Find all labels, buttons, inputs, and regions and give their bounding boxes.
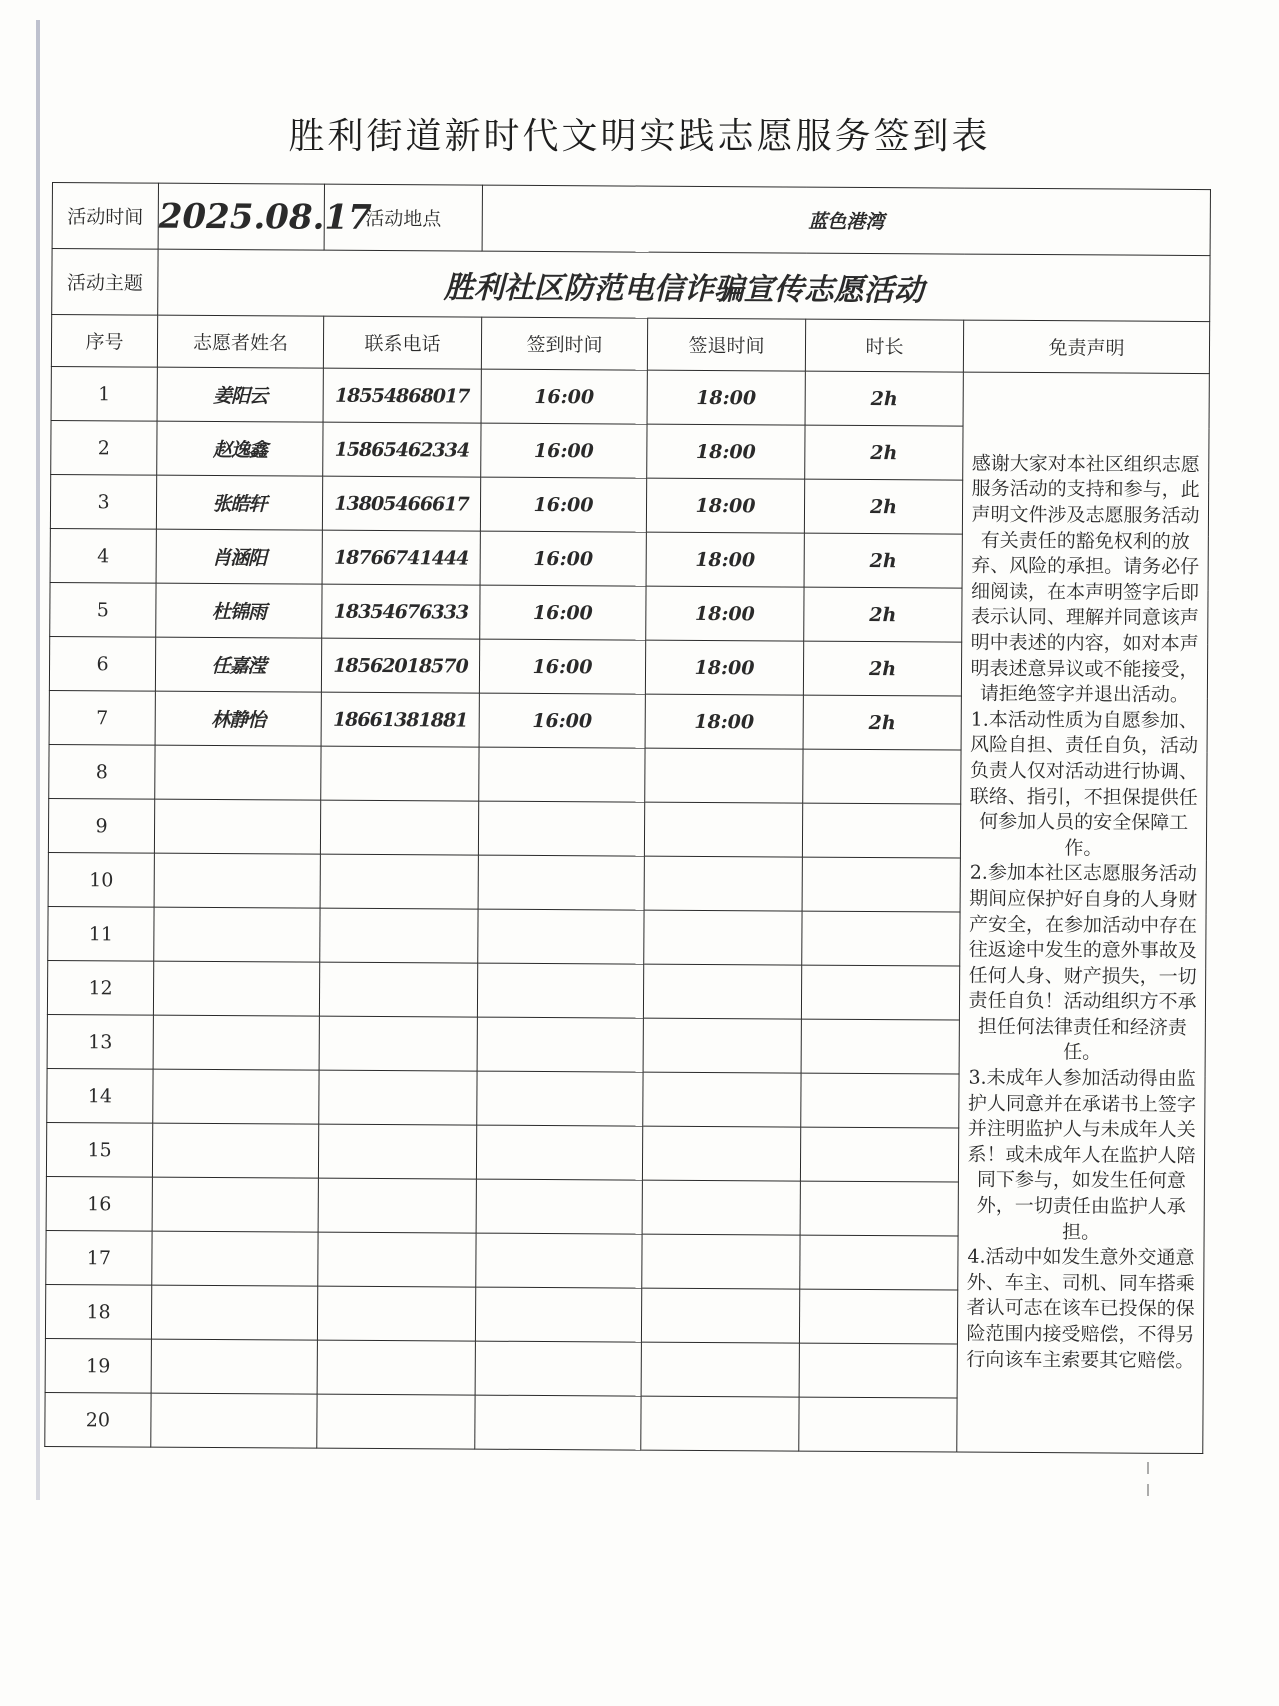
- row-duration[interactable]: [802, 911, 960, 966]
- row-phone[interactable]: 18661381881: [321, 692, 479, 747]
- row-duration[interactable]: [800, 1235, 958, 1290]
- row-name[interactable]: [154, 853, 320, 908]
- row-sign-out[interactable]: [644, 910, 802, 965]
- row-sign-in[interactable]: [476, 1179, 642, 1234]
- row-sign-out[interactable]: [643, 1018, 801, 1073]
- sign-in-sheet: [44, 182, 1210, 1454]
- row-sign-out[interactable]: [645, 748, 803, 803]
- row-seq: 20: [45, 1392, 151, 1447]
- row-duration[interactable]: [801, 1019, 959, 1074]
- row-name[interactable]: [152, 1177, 318, 1232]
- disclaimer-item-2: 2.参加本社区志愿服务活动期间应保护好自身的人身财产安全，在参加活动中存在往返途中发生的意外事故及任何人身、财产损失，一切责任自负！活动组织方不承担任何法律责任和经济责任。: [968, 861, 1198, 1064]
- form-table: [44, 182, 1211, 1454]
- row-name[interactable]: [151, 1393, 317, 1448]
- row-sign-out[interactable]: [641, 1288, 799, 1343]
- row-duration[interactable]: 2h: [805, 371, 963, 426]
- header-duration: 时长: [805, 319, 963, 372]
- row-seq: 10: [48, 852, 154, 907]
- row-phone[interactable]: [320, 854, 478, 909]
- row-name[interactable]: [152, 1231, 318, 1286]
- header-disclaimer: 免责声明: [963, 320, 1209, 374]
- header-sign-in: 签到时间: [481, 317, 647, 370]
- row-sign-out[interactable]: [641, 1396, 799, 1451]
- row-phone[interactable]: [321, 746, 479, 801]
- row-sign-in[interactable]: [478, 801, 644, 856]
- row-sign-in[interactable]: [475, 1287, 641, 1342]
- row-seq: 7: [49, 690, 155, 745]
- row-seq: 8: [49, 744, 155, 799]
- row-sign-in[interactable]: 16:00: [480, 585, 646, 640]
- row-sign-out[interactable]: 18:00: [645, 694, 803, 749]
- row-duration[interactable]: [800, 1127, 958, 1182]
- row-seq: 3: [50, 474, 156, 529]
- row-seq: 11: [48, 906, 154, 961]
- row-sign-out[interactable]: 18:00: [646, 532, 804, 587]
- row-name[interactable]: 任嘉滢: [155, 637, 321, 692]
- row-sign-in[interactable]: [475, 1341, 641, 1396]
- row-sign-in[interactable]: [478, 909, 644, 964]
- row-seq: 14: [47, 1068, 153, 1123]
- header-seq: 序号: [51, 315, 157, 368]
- row-phone[interactable]: [317, 1394, 475, 1449]
- disclaimer-item-4: 4.活动中如发生意外交通意外、车主、司机、同车搭乘者认可志在该车已投保的保险范围内接受赔偿，不得另行向该车主索要其它赔偿。: [966, 1245, 1195, 1372]
- row-seq: 4: [50, 528, 156, 583]
- activity-time-label: 活动时间: [52, 183, 158, 250]
- row-phone[interactable]: [317, 1340, 475, 1395]
- row-name[interactable]: 林静怡: [155, 691, 321, 746]
- row-name[interactable]: [153, 1015, 319, 1070]
- row-sign-out[interactable]: 18:00: [646, 586, 804, 641]
- row-sign-out[interactable]: [642, 1126, 800, 1181]
- row-duration[interactable]: [799, 1289, 957, 1344]
- row-name[interactable]: 姜阳云: [157, 367, 323, 422]
- row-sign-out[interactable]: [641, 1342, 799, 1397]
- row-sign-out[interactable]: [642, 1234, 800, 1289]
- row-name[interactable]: [154, 907, 320, 962]
- activity-theme-label: 活动主题: [52, 249, 158, 316]
- row-sign-in[interactable]: [475, 1395, 641, 1450]
- row-phone[interactable]: 15865462334: [323, 422, 481, 477]
- row-sign-in[interactable]: [476, 1125, 642, 1180]
- row-sign-in[interactable]: 16:00: [479, 639, 645, 694]
- row-seq: 16: [46, 1176, 152, 1231]
- row-duration[interactable]: [802, 803, 960, 858]
- row-seq: 12: [47, 960, 153, 1015]
- row-sign-out[interactable]: 18:00: [647, 424, 805, 479]
- row-duration[interactable]: 2h: [804, 587, 962, 642]
- scan-mark: [1147, 1462, 1149, 1474]
- row-phone[interactable]: 18562018570: [321, 638, 479, 693]
- row-duration[interactable]: [802, 857, 960, 912]
- row-sign-in[interactable]: [476, 1233, 642, 1288]
- row-duration[interactable]: 2h: [804, 479, 962, 534]
- row-sign-in[interactable]: 16:00: [481, 369, 647, 424]
- row-sign-out[interactable]: [643, 964, 801, 1019]
- row-name[interactable]: [153, 961, 319, 1016]
- table-row: [51, 366, 1209, 427]
- header-sign-out: 签退时间: [647, 318, 805, 371]
- row-duration[interactable]: 2h: [803, 695, 961, 750]
- row-sign-out[interactable]: [644, 856, 802, 911]
- row-phone[interactable]: [318, 1232, 476, 1287]
- row-name[interactable]: 张皓轩: [156, 475, 322, 530]
- row-seq: 17: [46, 1230, 152, 1285]
- row-name[interactable]: [154, 799, 320, 854]
- row-sign-in[interactable]: [477, 963, 643, 1018]
- row-sign-in[interactable]: [477, 1071, 643, 1126]
- row-seq: 18: [45, 1284, 151, 1339]
- row-duration[interactable]: [799, 1397, 957, 1452]
- row-duration[interactable]: [801, 1073, 959, 1128]
- binder-margin-line: [36, 20, 40, 1500]
- row-phone[interactable]: 18766741444: [322, 530, 480, 585]
- row-duration[interactable]: 2h: [804, 533, 962, 588]
- disclaimer-item-3: 3.未成年人参加活动得由监护人同意并在承诺书上签字并注明监护人与未成年人关系！或未成年人在监护人陪同下参与，如发生任何意外，一切责任由监护人承担。: [967, 1066, 1196, 1244]
- row-phone[interactable]: [320, 908, 478, 963]
- row-phone[interactable]: [319, 1016, 477, 1071]
- row-sign-out[interactable]: [644, 802, 802, 857]
- activity-time-value[interactable]: 2025.08.17: [158, 183, 324, 250]
- row-phone[interactable]: 13805466617: [322, 476, 480, 531]
- row-seq: 9: [48, 798, 154, 853]
- row-sign-in[interactable]: [477, 1017, 643, 1072]
- activity-place-value[interactable]: 蓝色港湾: [482, 185, 1210, 255]
- scan-mark: [1147, 1484, 1149, 1496]
- row-sign-in[interactable]: [479, 747, 645, 802]
- row-phone[interactable]: [317, 1286, 475, 1341]
- disclaimer-text: [957, 372, 1210, 1453]
- row-name[interactable]: [151, 1339, 317, 1394]
- activity-theme-row: [52, 249, 1210, 322]
- row-sign-in[interactable]: 16:00: [479, 693, 645, 748]
- row-duration[interactable]: [803, 749, 961, 804]
- row-duration[interactable]: 2h: [805, 425, 963, 480]
- row-sign-out[interactable]: 18:00: [645, 640, 803, 695]
- row-sign-out[interactable]: [643, 1072, 801, 1127]
- row-phone[interactable]: [318, 1124, 476, 1179]
- row-duration[interactable]: [799, 1343, 957, 1398]
- row-duration[interactable]: [800, 1181, 958, 1236]
- row-name[interactable]: [152, 1123, 318, 1178]
- activity-place-label: 活动地点: [324, 184, 482, 251]
- row-phone[interactable]: [318, 1178, 476, 1233]
- row-seq: 15: [46, 1122, 152, 1177]
- row-seq: 1: [51, 366, 157, 421]
- activity-time-row: [52, 183, 1210, 256]
- row-name[interactable]: 杜锦雨: [156, 583, 322, 638]
- header-phone: 联系电话: [323, 316, 481, 369]
- disclaimer-intro: 感谢大家对本社区组织志愿服务活动的支持和参与，此声明文件涉及志愿服务活动有关责任的豁免权利的放弃、风险的承担。请务必仔细阅读，在本声明签字后即表示认同、理解并同意该声明中表述的内容，如对本声明表述意异议或不能接受，请拒绝签字并退出活动。: [970, 452, 1200, 707]
- row-name[interactable]: [151, 1285, 317, 1340]
- row-phone[interactable]: 18554868017: [323, 368, 481, 423]
- row-seq: 6: [49, 636, 155, 691]
- row-phone[interactable]: [319, 1070, 477, 1125]
- row-name[interactable]: [155, 745, 321, 800]
- row-phone[interactable]: [319, 962, 477, 1017]
- row-duration[interactable]: [801, 965, 959, 1020]
- row-seq: 19: [45, 1338, 151, 1393]
- row-name[interactable]: [153, 1069, 319, 1124]
- row-duration[interactable]: 2h: [803, 641, 961, 696]
- row-seq: 2: [51, 420, 157, 475]
- column-header-row: [51, 315, 1209, 374]
- row-seq: 13: [47, 1014, 153, 1069]
- disclaimer-item-1: 1.本活动性质为自愿参加、风险自担、责任自负，活动负责人仅对活动进行协调、联络、指引，不担保提供任何参加人员的安全保障工作。: [969, 708, 1199, 860]
- activity-theme-value[interactable]: 胜利社区防范电信诈骗宣传志愿活动: [158, 249, 1210, 321]
- row-sign-in[interactable]: [478, 855, 644, 910]
- row-name[interactable]: 赵逸鑫: [157, 421, 323, 476]
- row-sign-out[interactable]: 18:00: [647, 370, 805, 425]
- header-name: 志愿者姓名: [157, 315, 323, 368]
- row-sign-in[interactable]: 16:00: [480, 531, 646, 586]
- row-name[interactable]: 肖涵阳: [156, 529, 322, 584]
- row-phone[interactable]: 18354676333: [322, 584, 480, 639]
- row-sign-out[interactable]: 18:00: [646, 478, 804, 533]
- row-sign-in[interactable]: 16:00: [481, 423, 647, 478]
- row-phone[interactable]: [320, 800, 478, 855]
- row-seq: 5: [50, 582, 156, 637]
- row-sign-out[interactable]: [642, 1180, 800, 1235]
- row-sign-in[interactable]: 16:00: [480, 477, 646, 532]
- page-title: 胜利街道新时代文明实践志愿服务签到表: [288, 116, 991, 157]
